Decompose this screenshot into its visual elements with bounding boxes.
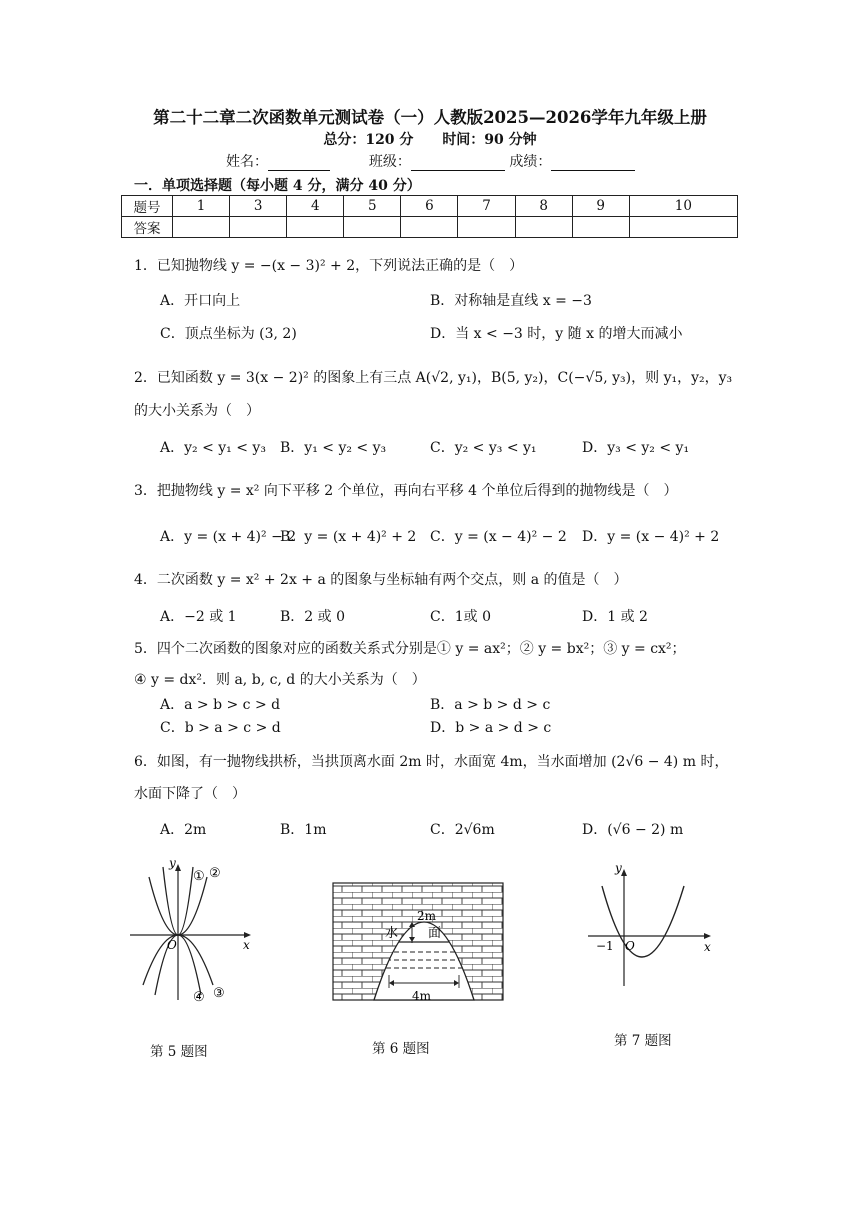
option-c[interactable]: C．b > a > c > d [160,720,281,736]
figure-5 [125,855,260,1005]
curve-label-4: ④ [193,990,205,1005]
y-axis-arrow-icon [175,864,181,871]
y-label: y [169,856,176,870]
figure-5-caption: 第 5 题图 [150,1044,208,1060]
answer-table [121,195,738,238]
x-label: x [704,940,711,954]
option-a[interactable]: A．a > b > c > d [160,697,281,713]
option-a[interactable]: A．2m [160,822,207,838]
x-axis-arrow-icon [704,933,711,939]
option-a[interactable]: A．−2 或 1 [160,609,237,625]
curve-label-3: ③ [213,986,225,1001]
name-label: 姓名： [226,154,268,170]
question-number: 6 [401,196,458,217]
option-b[interactable]: B．y = (x + 4)² + 2 [280,529,417,545]
answer-cell[interactable] [173,217,230,238]
question-5-stem-cont: ④ y = dx²．则 a, b, c, d 的大小关系为（ ） [134,672,426,688]
answer-cell[interactable] [344,217,401,238]
option-c[interactable]: C．顶点坐标为 (3, 2) [160,326,297,342]
question-number: 5 [344,196,401,217]
water-label-2: 面 [428,926,442,941]
grade-label: 成绩： [509,154,552,170]
figure-6-caption: 第 6 题图 [372,1041,430,1057]
option-c[interactable]: C．y₂ < y₃ < y₁ [430,440,537,456]
question-number: 10 [629,196,737,217]
width-label: 4m [412,989,432,1003]
x-label: x [243,938,250,952]
origin-label: O [167,938,177,952]
option-d[interactable]: D．y = (x − 4)² + 2 [582,529,720,545]
option-b[interactable]: B．a > b > d > c [430,697,551,713]
origin-label: O [625,939,635,953]
total-score: 总分：120 分 [323,132,414,148]
y-label: y [615,861,622,875]
figure-6 [332,880,504,1015]
table-row [122,217,738,238]
water-label-1: 水 [385,926,399,941]
question-number: 1 [173,196,230,217]
question-number: 7 [458,196,515,217]
answer-cell[interactable] [572,217,629,238]
table-row [122,196,738,217]
question-6-stem-cont: 水面下降了（ ） [134,786,246,802]
answer-cell[interactable] [629,217,737,238]
option-b[interactable]: B．对称轴是直线 x = −3 [430,293,592,309]
neg-one-label: −1 [596,939,614,953]
y-axis-arrow-icon [621,869,627,876]
exam-meta [0,129,860,149]
question-number: 3 [230,196,287,217]
curve-label-2: ② [209,866,221,881]
row-label: 答案 [122,217,173,238]
page-title: 第二十二章二次函数单元测试卷（一）人教版2025—2026学年九年级上册 [153,108,707,127]
option-b[interactable]: B．y₁ < y₂ < y₃ [280,440,387,456]
grade-field[interactable] [551,155,635,171]
answer-cell[interactable] [515,217,572,238]
option-c[interactable]: C．1或 0 [430,609,491,625]
option-c[interactable]: C．y = (x − 4)² − 2 [430,529,567,545]
question-5-stem: 5．四个二次函数的图象对应的函数关系式分别是① y = ax²；② y = bx²；③ y = cx²； [134,641,686,657]
option-a[interactable]: A．y₂ < y₁ < y₃ [160,440,266,456]
option-d[interactable]: D．当 x < −3 时，y 随 x 的增大而减小 [430,326,683,342]
figure-7 [580,858,720,988]
student-info [226,151,635,171]
question-1-stem: 1．已知抛物线 y = −(x − 3)² + 2，下列说法正确的是（ ） [134,258,524,274]
height-label: 2m [417,909,437,923]
question-6-stem: 6．如图，有一抛物线拱桥，当拱顶离水面 2m 时，水面宽 4m，当水面增加 (2√6 − 4) m 时， [134,754,729,770]
answer-cell[interactable] [401,217,458,238]
question-number: 9 [572,196,629,217]
option-c[interactable]: C．2√6m [430,822,495,838]
figure-7-caption: 第 7 题图 [614,1033,672,1049]
exam-time: 时间：90 分钟 [442,132,537,148]
section-title: 一．单项选择题（每小题 4 分，满分 40 分） [134,178,421,194]
question-2-stem: 2．已知函数 y = 3(x − 2)² 的图象上有三点 A(√2, y₁)，B(5, y₂)，C(−√5, y₃)，则 y₁，y₂，y₃ [134,370,733,386]
class-field[interactable] [411,155,505,171]
option-a[interactable]: A．开口向上 [160,293,241,309]
answer-cell[interactable] [458,217,515,238]
option-b[interactable]: B．1m [280,822,327,838]
class-label: 班级： [368,154,411,170]
answer-cell[interactable] [230,217,287,238]
question-3-stem: 3．把抛物线 y = x² 向下平移 2 个单位，再向右平移 4 个单位后得到的抛物线是（ ） [134,483,678,499]
option-b[interactable]: B．2 或 0 [280,609,346,625]
option-d[interactable]: D．1 或 2 [582,609,648,625]
question-4-stem: 4．二次函数 y = x² + 2x + a 的图象与坐标轴有两个交点，则 a 的值是（ ） [134,572,628,588]
answer-cell[interactable] [287,217,344,238]
option-d[interactable]: D．(√6 − 2) m [582,822,684,838]
name-field[interactable] [268,155,330,171]
option-d[interactable]: D．b > a > d > c [430,720,552,736]
curve-label-1: ① [193,869,205,884]
parabola [602,886,684,957]
row-label: 题号 [122,196,173,217]
question-number: 4 [287,196,344,217]
question-number: 8 [515,196,572,217]
question-2-stem-cont: 的大小关系为（ ） [134,403,260,419]
option-a[interactable]: A．y = (x + 4)² − 2 [160,529,297,545]
option-d[interactable]: D．y₃ < y₂ < y₁ [582,440,690,456]
